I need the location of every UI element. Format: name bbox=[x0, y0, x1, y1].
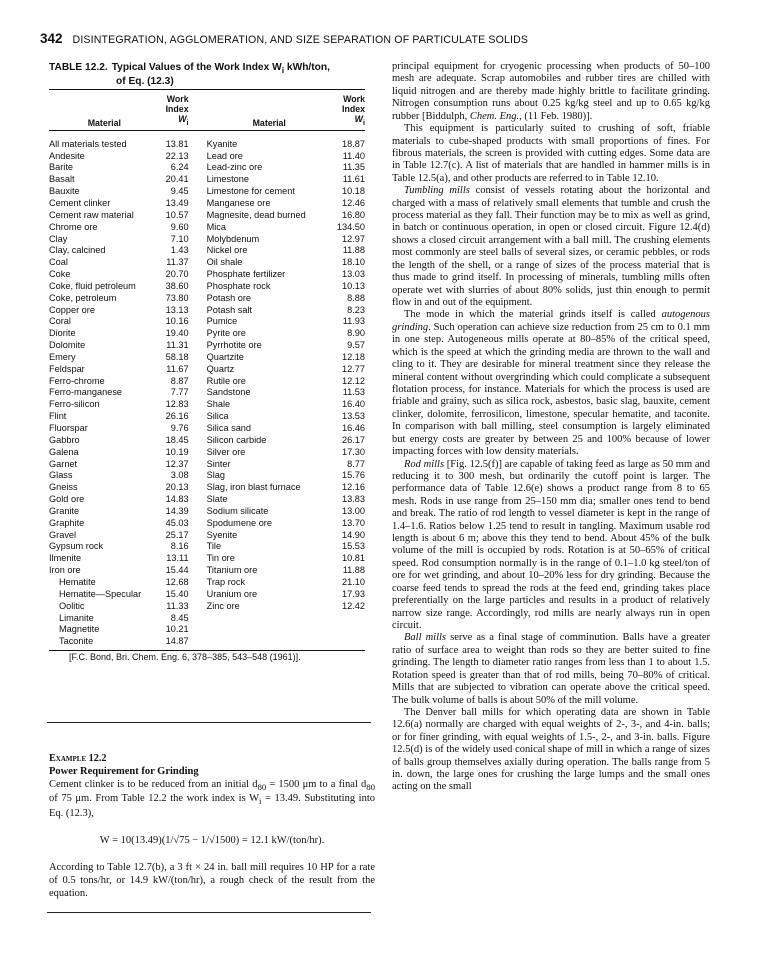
material-cell: Basalt bbox=[49, 174, 75, 185]
material-cell: Fluorspar bbox=[49, 423, 88, 433]
work-index-cell: 58.18 bbox=[165, 351, 189, 362]
work-index-cell: 8.16 bbox=[170, 541, 189, 552]
work-index-cell: 12.83 bbox=[165, 399, 189, 410]
material-cell: Ilmenite bbox=[49, 553, 82, 564]
work-index-cell: 22.13 bbox=[165, 150, 189, 161]
work-index-cell: 12.37 bbox=[165, 458, 189, 469]
work-index-cell: 10.57 bbox=[165, 209, 189, 220]
table-row bbox=[49, 589, 365, 601]
example-title: Power Requirement for Grinding bbox=[49, 765, 199, 777]
work-index-cell: 13.00 bbox=[342, 505, 365, 516]
work-index-cell: 14.87 bbox=[160, 636, 199, 650]
material-cell: Clay bbox=[49, 233, 68, 244]
work-index-cell bbox=[332, 624, 365, 636]
material-cell: Clay, calcined bbox=[49, 245, 106, 256]
material-cell: Taconite bbox=[49, 636, 160, 650]
material-cell: Limestone bbox=[206, 174, 249, 185]
material-cell: Magnesite, dead burned bbox=[206, 209, 306, 220]
material-cell: Galena bbox=[49, 446, 79, 457]
work-index-cell: 11.53 bbox=[342, 387, 365, 398]
table-row bbox=[49, 316, 365, 328]
table-row bbox=[49, 613, 365, 625]
material-cell: Iron ore bbox=[49, 565, 81, 576]
paragraph-rod-mills: Rod mills [Fig. 12.5(f)] are capable of taking feed as large as 50 mm and reducing it to 300 mesh, but ordinarily the cutoff point is larger. The performance data of Table 12.6(e) shows a product range from 8 to 65 mesh. Rods in use range from 25–150 mm dia; smaller ones tend to bend and break. The ratio of rod length to vessel diameter is kept in the range of 1.4–1.6. Ratios below 1.25 tend to result in tangling. Maximum usable rod length is about 6 m; above this they tend to bend. About 45% of the bulk volume of the mill is occupied by rods. Rotation is at 50–65% of critical speed. Rod consumption normally is in the range of 0.1–1.0 kg steel/ton of ore for wet grinding, and about 10–20% less for dry grinding. Because the coarse feed tends to spread the rods at the feed end, grinding takes place preferentially on the large particles and results in a product of relatively narrow size range. Accordingly, rod mills are nearly always run in open circuit. bbox=[392, 458, 710, 631]
work-index-cell: 26.16 bbox=[165, 411, 189, 422]
material-cell: Nickel ore bbox=[206, 245, 248, 256]
material-cell: Quartz bbox=[206, 363, 235, 374]
work-index-cell: 17.30 bbox=[342, 446, 365, 457]
col-header-wi-2: $W_i$ bbox=[332, 114, 365, 130]
divider-rule-bottom bbox=[47, 912, 371, 913]
material-cell: Sandstone bbox=[206, 387, 251, 398]
material-cell: Emery bbox=[49, 351, 76, 362]
material-cell: Silica bbox=[206, 411, 229, 422]
material-cell: Phosphate fertilizer bbox=[206, 269, 286, 280]
col-header-material: Material bbox=[49, 114, 160, 130]
work-index-cell: 6.24 bbox=[170, 162, 189, 173]
work-index-cell: 38.60 bbox=[165, 280, 189, 291]
example-label: Example 12.2 bbox=[49, 753, 107, 764]
material-cell: Phosphate rock bbox=[206, 280, 271, 291]
table-row bbox=[49, 174, 365, 186]
material-cell: Silver ore bbox=[206, 446, 246, 457]
material-cell: Gypsum rock bbox=[49, 541, 104, 552]
material-cell: Hematite—Specular bbox=[59, 588, 142, 599]
table-row bbox=[49, 151, 365, 163]
work-index-cell: 19.40 bbox=[165, 328, 189, 339]
work-index-cell: 12.42 bbox=[342, 600, 365, 611]
work-index-cell: 14.83 bbox=[165, 494, 189, 505]
work-index-cell: 13.53 bbox=[342, 411, 365, 422]
material-cell: Tile bbox=[206, 541, 222, 552]
work-index-cell: 8.77 bbox=[347, 458, 365, 469]
table-row bbox=[49, 352, 365, 364]
table-row bbox=[49, 269, 365, 281]
table-row bbox=[49, 636, 365, 650]
work-index-cell: 17.93 bbox=[342, 588, 365, 599]
work-index-cell: 15.44 bbox=[165, 565, 189, 576]
col-header-index: Index bbox=[165, 104, 189, 114]
table-row bbox=[49, 245, 365, 257]
material-cell: Limestone for cement bbox=[206, 186, 295, 197]
table-row bbox=[49, 376, 365, 388]
work-index-cell: 16.40 bbox=[342, 399, 365, 410]
work-index-cell: 73.80 bbox=[165, 292, 189, 303]
work-index-cell bbox=[332, 636, 365, 650]
work-index-cell: 12.97 bbox=[342, 233, 365, 244]
work-index-cell: 21.10 bbox=[342, 576, 365, 587]
work-index-cell: 11.37 bbox=[166, 257, 189, 268]
work-index-cell: 10.81 bbox=[342, 553, 365, 564]
material-cell: Bauxite bbox=[49, 186, 80, 197]
material-cell: Cement raw material bbox=[49, 209, 134, 220]
work-index-cell: 13.70 bbox=[342, 517, 365, 528]
example-equation: W = 10(13.49)(1/√75 − 1/√1500) = 12.1 kW/(ton/hr). bbox=[99, 835, 325, 847]
work-index-cell: 134.50 bbox=[336, 221, 365, 232]
material-cell: Potash salt bbox=[206, 304, 253, 315]
work-index-cell: 16.80 bbox=[342, 209, 365, 220]
material-cell: Ferro-chrome bbox=[49, 375, 105, 386]
work-index-cell: 11.31 bbox=[166, 340, 189, 351]
material-cell: Manganese ore bbox=[206, 197, 271, 208]
material-cell: Flint bbox=[49, 411, 67, 422]
material-cell: Ferro-manganese bbox=[49, 387, 123, 398]
table-row bbox=[49, 234, 365, 246]
work-index-cell: 20.41 bbox=[165, 174, 189, 185]
example-paragraph-1: Cement clinker is to be reduced from an initial $d_{80} = 1500$ μm to a final $d_{80}$ of 75 μm. From Table 12.2 the work index is $W_i = 13.49$. Substituting into Eq. (12.3), bbox=[49, 778, 375, 820]
material-cell: Coke, fluid petroleum bbox=[49, 280, 136, 291]
work-index-cell: 9.76 bbox=[170, 423, 189, 433]
table-row bbox=[49, 186, 365, 198]
paragraph-tumbling-mills: Tumbling mills consist of vessels rotating about the horizontal and charged with a mass of relatively small elements that tumble and crush the process material as they fall. Their function may be to mix as well as grind, in batch or continuous operation, in open or closed circuit. Figure 12.4(d) shows a closed circuit arrangement with a ball mill. The crushing elements most commonly are steel balls of several sizes, or ceramic pebbles, or rods the length of the shell, or a range of sizes of the process material that is thus made to grind itself. In processing of minerals, tumbling mills often operate wet with slurries of about 80% solids, just thin enough to permit flow in and out of the equipment. bbox=[392, 185, 710, 309]
material-cell: Syenite bbox=[206, 529, 238, 540]
work-index-cell: 13.83 bbox=[342, 494, 365, 505]
material-cell: Potash ore bbox=[206, 292, 252, 303]
work-index-rows bbox=[49, 139, 365, 651]
material-cell: Pumice bbox=[206, 316, 238, 327]
work-index-cell: 11.35 bbox=[342, 162, 365, 173]
col-header-work-2: Work bbox=[332, 90, 365, 105]
col-header-material-2: Material bbox=[199, 114, 332, 130]
work-index-cell: 15.53 bbox=[342, 541, 365, 552]
running-header bbox=[40, 30, 720, 50]
material-cell: Pyrrhotite ore bbox=[206, 340, 262, 351]
work-index-cell bbox=[332, 613, 365, 625]
table-row bbox=[49, 257, 365, 269]
work-index-cell: 11.61 bbox=[342, 174, 365, 185]
material-cell: Rutile ore bbox=[206, 375, 246, 386]
material-cell: Copper ore bbox=[49, 304, 95, 315]
table-row bbox=[49, 293, 365, 305]
work-index-cell: 15.40 bbox=[165, 588, 189, 599]
work-index-cell: 10.13 bbox=[342, 280, 365, 291]
table-row bbox=[49, 530, 365, 542]
table-row bbox=[49, 423, 365, 435]
col-header-index-2: Index bbox=[342, 104, 365, 114]
material-cell: Slag, iron blast furnace bbox=[206, 482, 301, 493]
material-cell: Slate bbox=[206, 494, 228, 505]
work-index-cell: 10.16 bbox=[165, 316, 189, 327]
material-cell: Kyanite bbox=[206, 138, 238, 149]
material-cell: Magnetite bbox=[59, 624, 100, 635]
paragraph-2: This equipment is particularly suited to crushing of soft, friable materials to cube-shaped products with small proportions of fines. For fibrous materials, the screen is provided with cutting edges. Some data are in Table 12.7(c). A list of materials that are handled in hammer mills is in Table 12.5(a), and other products are referred to in Table 12.10. bbox=[392, 123, 710, 184]
material-cell: Glass bbox=[49, 470, 73, 481]
table-row bbox=[49, 541, 365, 553]
table-row bbox=[49, 139, 365, 151]
material-cell: Trap rock bbox=[206, 576, 246, 587]
work-index-cell: 26.17 bbox=[342, 434, 365, 445]
work-index-cell: 13.13 bbox=[165, 304, 189, 315]
table-row bbox=[49, 222, 365, 234]
table-row bbox=[49, 435, 365, 447]
work-index-cell: 13.11 bbox=[166, 553, 189, 564]
work-index-cell: 12.16 bbox=[342, 482, 365, 493]
work-index-cell: 14.90 bbox=[342, 529, 365, 540]
table-label: TABLE 12.2. bbox=[49, 62, 108, 73]
work-index-cell: 13.03 bbox=[342, 269, 365, 280]
work-index-cell: 20.13 bbox=[165, 482, 189, 493]
material-cell: Gravel bbox=[49, 529, 77, 540]
table-title-sub: i bbox=[281, 65, 285, 76]
table-row bbox=[49, 565, 365, 577]
table-title: Typical Values of the Work Index W bbox=[111, 62, 282, 73]
work-index-cell: 8.23 bbox=[347, 304, 365, 315]
table-caption bbox=[49, 62, 379, 88]
material-cell: Zinc ore bbox=[206, 600, 240, 611]
work-index-cell: 9.57 bbox=[347, 340, 365, 351]
work-index-cell: 13.49 bbox=[165, 197, 189, 208]
material-cell: Coke, petroleum bbox=[49, 292, 117, 303]
work-index-cell: 14.39 bbox=[165, 505, 189, 516]
work-index-cell: 12.46 bbox=[342, 197, 365, 208]
work-index-cell: 20.70 bbox=[165, 269, 189, 280]
work-index-cell: 8.45 bbox=[170, 612, 189, 623]
material-cell: Cement clinker bbox=[49, 197, 111, 208]
work-index-cell: 8.88 bbox=[347, 292, 365, 303]
material-cell: Uranium ore bbox=[206, 588, 258, 599]
work-index-cell: 18.87 bbox=[342, 138, 365, 149]
work-index-cell: 9.60 bbox=[170, 221, 189, 232]
material-cell: Barite bbox=[49, 162, 74, 173]
material-cell: Graphite bbox=[49, 517, 85, 528]
table-row bbox=[49, 411, 365, 423]
material-cell bbox=[199, 613, 332, 625]
table-row bbox=[49, 577, 365, 589]
work-index-cell: 18.10 bbox=[342, 257, 365, 268]
table-row bbox=[49, 198, 365, 210]
table-row bbox=[49, 470, 365, 482]
work-index-cell: 12.12 bbox=[342, 375, 365, 386]
work-index-cell: 10.21 bbox=[165, 624, 189, 635]
work-index-cell: 11.88 bbox=[342, 565, 365, 576]
table-row bbox=[49, 624, 365, 636]
material-cell: Silicon carbide bbox=[206, 434, 267, 445]
work-index-cell: 11.93 bbox=[342, 316, 365, 327]
work-index-cell: 11.67 bbox=[166, 363, 189, 374]
material-cell: Quartzite bbox=[206, 351, 244, 362]
work-index-table bbox=[49, 89, 365, 651]
paragraph-ball-mills: Ball mills serve as a final stage of comminution. Balls have a greater ratio of surface area to weight than rods so they are better suited to fine grinding. The length to diameter ratio ranges from less than 1 to about 1.5. Rotation speed is greater than that of rod mills, being 70–80% of critical. Mills that are subjected to vibration can operate above the critical speed. The bulk volume of balls is about 50% of the mill volume. bbox=[392, 632, 710, 706]
table-row bbox=[49, 553, 365, 565]
material-cell: Diorite bbox=[49, 328, 76, 339]
work-index-cell: 11.40 bbox=[342, 150, 365, 161]
material-cell: Silica sand bbox=[206, 423, 252, 433]
work-index-cell: 11.33 bbox=[166, 600, 189, 611]
table-row bbox=[49, 518, 365, 530]
material-cell: Gneiss bbox=[49, 482, 78, 493]
table-source: [F.C. Bond, Bri. Chem. Eng. 6, 378–385, 543–548 (1961)]. bbox=[69, 652, 301, 662]
material-cell bbox=[199, 624, 332, 636]
material-cell: Mica bbox=[206, 221, 226, 232]
table-row bbox=[49, 482, 365, 494]
material-cell: Tin ore bbox=[206, 553, 235, 564]
table-row bbox=[49, 305, 365, 317]
table-row bbox=[49, 494, 365, 506]
table-row bbox=[49, 399, 365, 411]
material-cell: Molybdenum bbox=[206, 233, 260, 244]
work-index-cell: 11.88 bbox=[342, 245, 365, 256]
material-cell: Coal bbox=[49, 257, 68, 268]
running-title: DISINTEGRATION, AGGLOMERATION, AND SIZE SEPARATION OF PARTICULATE SOLIDS bbox=[72, 34, 529, 46]
material-cell: All materials tested bbox=[49, 138, 127, 149]
work-index-cell: 12.77 bbox=[342, 363, 365, 374]
work-index-cell: 7.10 bbox=[170, 233, 189, 244]
work-index-cell: 3.08 bbox=[170, 470, 189, 481]
table-row bbox=[49, 601, 365, 613]
material-cell: Slag bbox=[206, 470, 225, 481]
divider-rule bbox=[47, 722, 371, 723]
material-cell: Pyrite ore bbox=[206, 328, 246, 339]
table-row bbox=[49, 210, 365, 222]
right-column-text bbox=[392, 61, 710, 794]
table-row bbox=[49, 364, 365, 376]
material-cell: Granite bbox=[49, 505, 80, 516]
material-cell: Limanite bbox=[59, 612, 94, 623]
work-index-cell: 15.76 bbox=[342, 470, 365, 481]
material-cell: Gold ore bbox=[49, 494, 85, 505]
material-cell: Ferro-silicon bbox=[49, 399, 100, 410]
material-cell: Gabbro bbox=[49, 434, 80, 445]
work-index-cell: 1.43 bbox=[170, 245, 189, 256]
col-header-wi: $W_i$ bbox=[160, 114, 199, 130]
material-cell: Feldspar bbox=[49, 363, 85, 374]
paragraph-1: principal equipment for cryogenic processing when products of 50–100 mesh are adequate. Scrap automobiles and rubber tires are chilled with liquid nitrogen and are thereby made highly brittle to facilitate grinding. Nitrogen consumption runs about 0.25 kg/kg steel and up to 0.65 kg/kg rubber [Biddulph, Chem. Eng., (11 Feb. 1980)]. bbox=[392, 61, 710, 122]
table-row bbox=[49, 281, 365, 293]
work-index-cell: 10.18 bbox=[342, 186, 365, 197]
material-cell: Coral bbox=[49, 316, 71, 327]
work-index-cell: 12.18 bbox=[342, 351, 365, 362]
material-cell: Shale bbox=[206, 399, 231, 410]
material-cell: Oil shale bbox=[206, 257, 243, 268]
work-index-cell: 8.90 bbox=[347, 328, 365, 339]
material-cell: Andesite bbox=[49, 150, 85, 161]
table-row bbox=[49, 340, 365, 352]
material-cell: Lead-zinc ore bbox=[206, 162, 263, 173]
material-cell bbox=[199, 636, 332, 650]
material-cell: Lead ore bbox=[206, 150, 243, 161]
table-title-unit: kWh/ton, bbox=[284, 62, 330, 73]
material-cell: Titanium ore bbox=[206, 565, 258, 576]
table-row bbox=[49, 506, 365, 518]
material-cell: Sinter bbox=[206, 458, 231, 469]
work-index-cell: 13.81 bbox=[165, 138, 189, 149]
material-cell: Chrome ore bbox=[49, 221, 98, 232]
work-index-cell: 45.03 bbox=[165, 517, 189, 528]
table-row bbox=[49, 328, 365, 340]
paragraph-denver: The Denver ball mills for which operating data are shown in Table 12.6(a) normally are charged with equal weights of 2-, 3-, and 4-in. balls; or for finer grinding, with equal weights of 1.5-, 2-, and 3-in. balls. Figure 12.5(d) is of the widely used conical shape of mill in which a range of sizes of balls group themselves axially during operation. The balls range from 5 in. down, the large ones for crushing the large lumps and the small ones acting on the small bbox=[392, 706, 710, 793]
material-cell: Oolitic bbox=[59, 600, 85, 611]
work-index-cell: 10.19 bbox=[165, 446, 189, 457]
table-row bbox=[49, 447, 365, 459]
table-row bbox=[49, 162, 365, 174]
work-index-cell: 25.17 bbox=[165, 529, 189, 540]
material-cell: Garnet bbox=[49, 458, 78, 469]
table-row bbox=[49, 387, 365, 399]
material-cell: Sodium silicate bbox=[206, 505, 269, 516]
table-title-line2: of Eq. (12.3) bbox=[116, 76, 174, 88]
material-cell: Coke bbox=[49, 269, 71, 280]
work-index-cell: 16.46 bbox=[342, 423, 365, 433]
work-index-cell: 8.87 bbox=[170, 375, 189, 386]
material-cell: Dolomite bbox=[49, 340, 86, 351]
table-row bbox=[49, 459, 365, 471]
page-number: 342 bbox=[40, 31, 63, 46]
work-index-cell: 9.45 bbox=[170, 186, 189, 197]
paragraph-autogenous: The mode in which the material grinds itself is called autogenous grinding. Such operation can achieve size reduction from 25 cm to 0.1 mm in one step. Autogeneous mills operate at 80–85% of the critical speed, which is the speed at which the grinding media are thrown to the wall and cling to it. They are desirable for mineral treatment since they release the mineral content without overgrinding which could complicate a subsequent flotation process, for instance. Materials for which the process is used are friable and grainy, such as silica rock, asbestos, basic slag, bauxite, cement clinker, dolomite, ferrosilicon, limestone, specular hematite, and taconite. In comparison with ball milling, steel consumption is largely eliminated but energy costs are greater by between 25 and 100% because of lower impacting forces with low density materials. bbox=[392, 309, 710, 458]
example-paragraph-2: According to Table 12.7(b), a 3 ft × 24 in. ball mill requires 10 HP for a rate of 0.5 tons/hr, or 14.9 kW/(ton/hr), a rough check of the result from the equation. bbox=[49, 861, 375, 899]
work-index-cell: 7.77 bbox=[170, 387, 189, 398]
material-cell: Hematite bbox=[59, 576, 96, 587]
col-header-work: Work bbox=[160, 90, 199, 105]
material-cell: Spodumene ore bbox=[206, 517, 272, 528]
work-index-cell: 18.45 bbox=[165, 434, 189, 445]
work-index-cell: 12.68 bbox=[165, 576, 189, 587]
example-block bbox=[49, 753, 375, 900]
